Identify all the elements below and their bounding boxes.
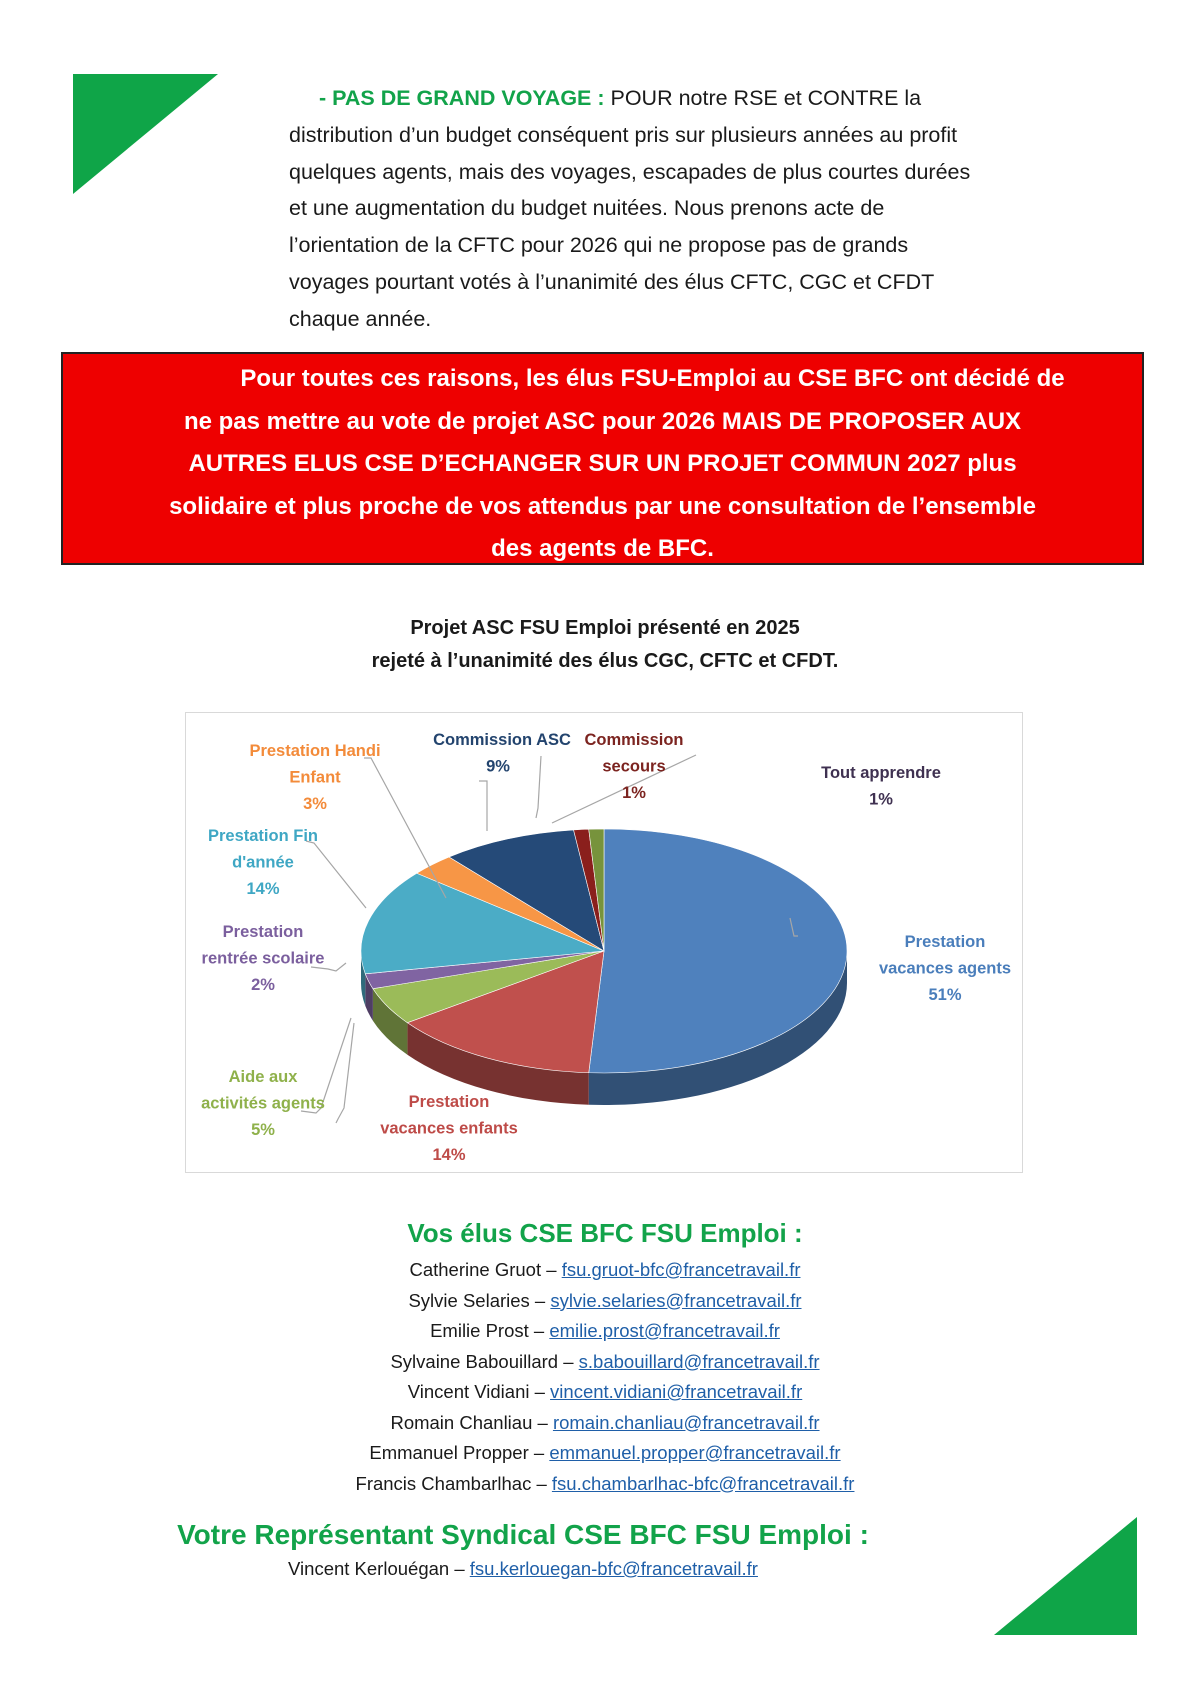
pie-chart-frame	[185, 712, 1023, 1173]
callout-line: solidaire et plus proche de vos attendus par une consultation de l’ensemble	[169, 492, 1036, 520]
slice-label: Prestation	[904, 933, 986, 951]
elu-name: Sylvaine Babouillard –	[390, 1350, 579, 1372]
slice-label: Prestation Handi	[249, 742, 381, 760]
slice-percent: 9%	[486, 757, 510, 776]
slice-label: Prestation	[222, 923, 304, 941]
representant-row	[0, 1558, 1046, 1580]
decorative-green-triangle-top	[73, 74, 218, 194]
slice-label: Commission ASC	[433, 731, 571, 749]
slice-percent: 3%	[303, 795, 327, 813]
slice-label: secours	[602, 757, 666, 776]
intro-line: voyages pourtant votés à l’unanimité des élus CFTC, CGC et CFDT	[289, 269, 935, 294]
intro-line: et une augmentation du budget nuitées. Nous prenons acte de	[289, 196, 885, 221]
intro-line: chaque année.	[289, 306, 432, 331]
callout-line: AUTRES ELUS CSE D’ECHANGER SUR UN PROJET COMMUN 2027 plus	[188, 450, 1017, 477]
slice-label: vacances enfants	[380, 1119, 518, 1138]
slice-label: vacances agents	[878, 959, 1012, 978]
elu-row	[0, 1286, 1200, 1317]
elu-email-link[interactable]: sylvie.selaries@francetravail.fr	[550, 1289, 802, 1311]
elu-row	[0, 1408, 1200, 1439]
elu-row	[0, 1377, 1200, 1408]
callout-box	[61, 352, 1144, 565]
elu-email-link[interactable]: fsu.gruot-bfc@francetravail.fr	[561, 1259, 801, 1280]
intro-line: l’orientation de la CFTC pour 2026 qui ne propose pas de grands	[289, 233, 909, 258]
representant-name: Vincent Kerlouégan –	[288, 1558, 470, 1579]
slice-label: Aide aux	[228, 1068, 298, 1086]
elu-name: Emilie Prost –	[430, 1320, 550, 1341]
elu-row	[0, 1438, 1200, 1469]
elu-email-link[interactable]: s.babouillard@francetravail.fr	[578, 1350, 820, 1372]
elu-email-link[interactable]: vincent.vidiani@francetravail.fr	[550, 1381, 803, 1402]
pie-chart	[186, 713, 1024, 1174]
slice-label: Prestation	[408, 1093, 490, 1111]
elu-row	[0, 1316, 1200, 1347]
slice-percent: 51%	[928, 986, 962, 1004]
leader-line	[306, 841, 366, 908]
leader-line	[536, 756, 541, 818]
callout-line: Pour toutes ces raisons, les élus FSU-Emploi au CSE BFC ont décidé de	[200, 365, 1065, 392]
elu-name: Catherine Gruot –	[409, 1259, 562, 1280]
decorative-green-triangle-bottom	[994, 1517, 1137, 1635]
intro-line: distribution d’un budget conséquent pris sur plusieurs années au profit	[289, 122, 958, 147]
slice-label: d'année	[232, 853, 294, 872]
slice-percent: 5%	[251, 1121, 275, 1139]
elu-name: Emmanuel Propper –	[369, 1442, 550, 1463]
elu-row	[0, 1255, 1200, 1286]
elu-name: Francis Chambarlhac –	[355, 1472, 552, 1494]
elu-email-link[interactable]: emilie.prost@francetravail.fr	[549, 1320, 780, 1341]
elu-row	[0, 1469, 1200, 1500]
slice-label: Enfant	[289, 768, 341, 787]
elu-name: Vincent Vidiani –	[407, 1381, 551, 1402]
chart-title	[0, 612, 1200, 678]
slice-percent: 2%	[251, 976, 275, 994]
callout-line: des agents de BFC.	[491, 535, 714, 562]
representant-heading: Votre Représentant Syndical CSE BFC FSU Emploi :	[177, 1519, 869, 1550]
leader-line	[479, 781, 487, 831]
leader-line	[336, 1023, 354, 1123]
callout-line: ne pas mettre au vote de projet ASC pour 2026 MAIS DE PROPOSER AUX	[183, 407, 1022, 435]
slice-label: Prestation Fin	[207, 827, 319, 845]
chart-title-line-2: rejeté à l’unanimité des élus CGC, CFTC et CFDT.	[371, 650, 839, 672]
intro-lead: - PAS DE GRAND VOYAGE :	[319, 86, 605, 110]
representant-email-link[interactable]: fsu.kerlouegan-bfc@francetravail.fr	[469, 1558, 758, 1579]
slice-percent: 14%	[246, 880, 280, 898]
slice-label: rentrée scolaire	[201, 949, 325, 968]
elus-list	[0, 1255, 1200, 1499]
slice-label: activités agents	[201, 1094, 325, 1113]
intro-line: quelques agents, mais des voyages, escapades de plus courtes durées	[289, 159, 971, 184]
elu-email-link[interactable]: emmanuel.propper@francetravail.fr	[549, 1442, 841, 1463]
intro-line: POUR notre RSE et CONTRE la	[604, 86, 922, 110]
slice-percent: 14%	[432, 1146, 466, 1164]
slice-label: Tout apprendre	[821, 764, 941, 782]
elus-heading: Vos élus CSE BFC FSU Emploi :	[407, 1218, 803, 1248]
elu-name: Sylvie Selaries –	[408, 1289, 551, 1311]
slice-label: Commission	[584, 731, 684, 749]
chart-title-line-1: Projet ASC FSU Emploi présenté en 2025	[410, 617, 800, 639]
slice-percent: 1%	[869, 790, 893, 809]
elu-email-link[interactable]: romain.chanliau@francetravail.fr	[552, 1411, 820, 1433]
slice-percent: 1%	[622, 784, 646, 802]
elu-email-link[interactable]: fsu.chambarlhac-bfc@francetravail.fr	[551, 1472, 855, 1494]
elu-name: Romain Chanliau –	[390, 1411, 553, 1433]
elu-row	[0, 1347, 1200, 1378]
intro-paragraph	[289, 80, 1149, 338]
